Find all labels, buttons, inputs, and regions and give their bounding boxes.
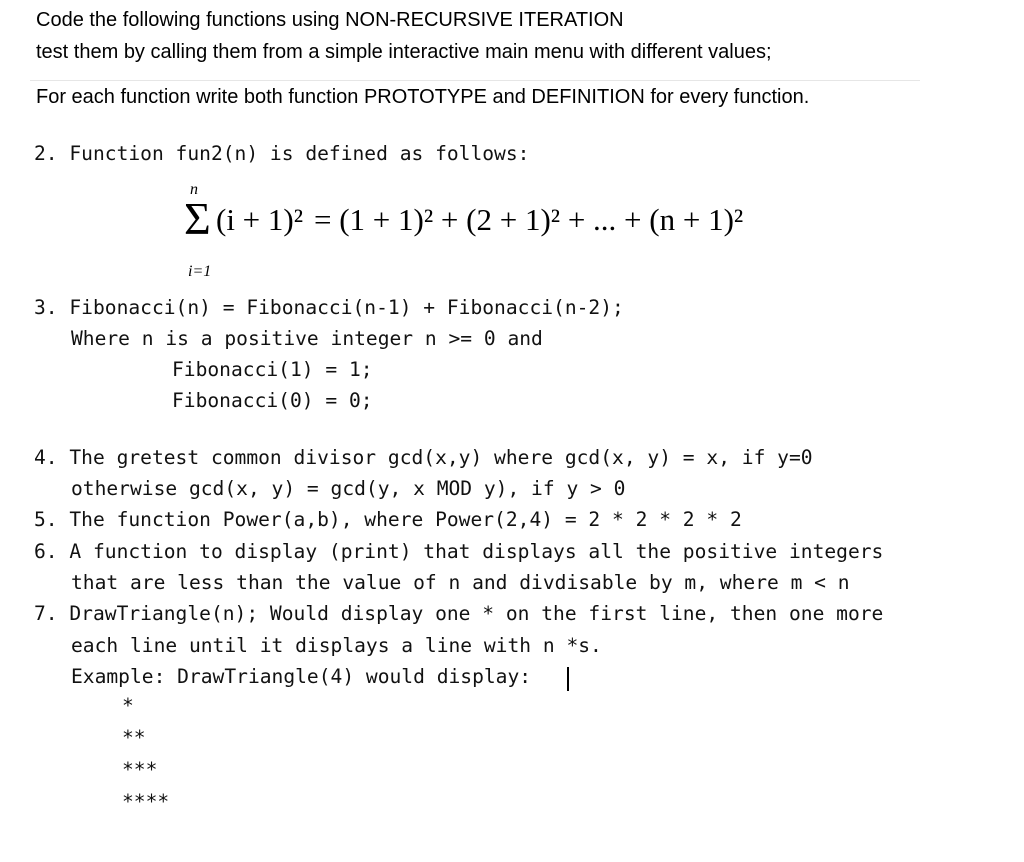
item-2-header: 2. Function fun2(n) is defined as follows:: [34, 142, 530, 165]
triangle-row: ****: [122, 790, 170, 813]
item-7-line-2: each line until it displays a line with n *s.: [71, 634, 602, 657]
item-4-line-2: otherwise gcd(x, y) = gcd(y, x MOD y), if y > 0: [71, 477, 626, 500]
item-3-line-4: Fibonacci(0) = 0;: [172, 389, 373, 412]
item-6-line-1: 6. A function to display (print) that displays all the positive integers: [34, 540, 884, 563]
intro-line-2: test them by calling them from a simple interactive main menu with different values;: [36, 41, 772, 63]
sum-lhs: (i + 1)²: [216, 202, 304, 237]
item-3-line-2: Where n is a positive integer n >= 0 and: [71, 327, 543, 350]
divider: [30, 80, 920, 81]
triangle-row: **: [122, 726, 146, 749]
summation-formula: [176, 170, 896, 285]
intro-line-3: For each function write both function PROTOTYPE and DEFINITION for every function.: [36, 86, 810, 108]
intro-line-1: Code the following functions using NON-RECURSIVE ITERATION: [36, 9, 624, 31]
item-3-line-3: Fibonacci(1) = 1;: [172, 358, 373, 381]
triangle-row: *: [122, 694, 134, 717]
item-6-line-2: that are less than the value of n and divdisable by m, where m < n: [71, 571, 850, 594]
item-7-line-3: Example: DrawTriangle(4) would display:: [71, 665, 532, 688]
item-4-line-1: 4. The gretest common divisor gcd(x,y) where gcd(x, y) = x, if y=0: [34, 446, 813, 469]
item-5-line-1: 5. The function Power(a,b), where Power(2,4) = 2 * 2 * 2 * 2: [34, 508, 742, 531]
text-cursor: [567, 667, 569, 691]
item-7-line-1: 7. DrawTriangle(n); Would display one * on the first line, then one more: [34, 602, 884, 625]
sum-rhs: = (1 + 1)² + (2 + 1)² + ... + (n + 1)²: [314, 202, 744, 237]
sum-upper-limit: n: [190, 181, 198, 198]
sigma-symbol: Σ: [184, 193, 211, 244]
sum-lower-limit: i=1: [188, 263, 212, 280]
triangle-row: ***: [122, 758, 158, 781]
item-3-line-1: 3. Fibonacci(n) = Fibonacci(n-1) + Fibonacci(n-2);: [34, 296, 624, 319]
